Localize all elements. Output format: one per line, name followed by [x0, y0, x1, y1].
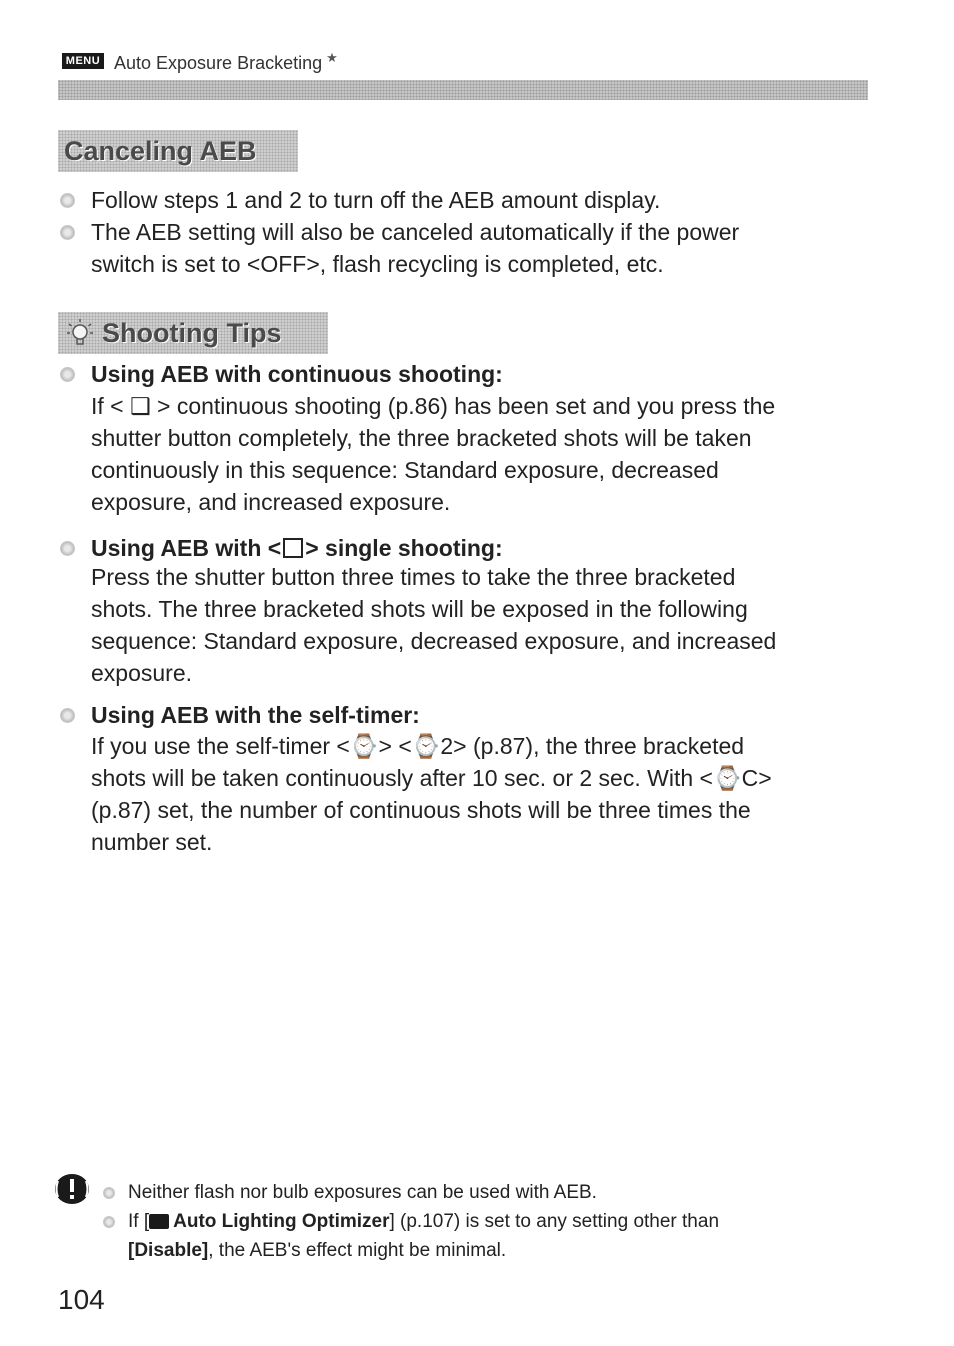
tip-single-line-4: exposure.: [91, 660, 193, 686]
header-title: [114, 50, 338, 74]
caution-icon: [52, 1172, 92, 1206]
note-2-mid: ] (p.107) is set to any setting other than: [389, 1211, 720, 1232]
tip-single-title: [91, 532, 503, 564]
tip-single-title-prefix: Using AEB with <: [91, 535, 282, 561]
canceling-item-2-line-1: The AEB setting will also be canceled automatically if the power: [91, 219, 740, 245]
tip-continuous-line-4: exposure, and increased exposure.: [91, 489, 451, 515]
bullet-icon: [60, 367, 75, 382]
note-2-line-2: [128, 1236, 506, 1265]
canceling-item-2-line-2: switch is set to <OFF>, flash recycling is completed, etc.: [91, 251, 664, 277]
note-2-line-2-bold: [Disable]: [128, 1240, 209, 1261]
tip-continuous-line-2: shutter button completely, the three bracketed shots will be taken: [91, 425, 752, 451]
tip-selftimer-line-2: shots will be taken continuously after 10 sec. or 2 sec. With <⌚C>: [91, 765, 772, 791]
bullet-icon: [60, 708, 75, 723]
bullet-icon: [103, 1187, 115, 1199]
header-rule: [58, 80, 868, 100]
tip-selftimer-title: Using AEB with the self-timer:: [91, 702, 420, 728]
menu-icon: MENU: [62, 53, 104, 69]
lightbulb-icon: [58, 312, 102, 354]
tip-selftimer-line-1: If you use the self-timer <⌚> <⌚2> (p.87), the three bracketed: [91, 733, 745, 759]
tip-selftimer-line-3: (p.87) set, the number of continuous shots will be three times the: [91, 797, 751, 823]
section-heading-canceling: Canceling AEB: [58, 130, 298, 172]
note-2-prefix: If [: [128, 1211, 150, 1232]
bullet-icon: [60, 225, 75, 240]
tip-continuous-title: Using AEB with continuous shooting:: [91, 361, 503, 387]
tip-single-line-3: sequence: Standard exposure, decreased exposure, and increased: [91, 628, 777, 654]
shooting-tips-title: Shooting Tips: [102, 318, 282, 348]
tip-continuous-line-3: continuously in this sequence: Standard exposure, decreased: [91, 457, 719, 483]
star-icon: ★: [326, 50, 338, 65]
tip-single-title-suffix: > single shooting:: [305, 535, 503, 561]
note-2-line-2-rest: , the AEB's effect might be minimal.: [208, 1240, 507, 1261]
note-1: Neither flash nor bulb exposures can be used with AEB.: [128, 1182, 597, 1203]
canceling-item-1: Follow steps 1 and 2 to turn off the AEB amount display.: [91, 187, 661, 213]
tip-single-line-2: shots. The three bracketed shots will be exposed in the following: [91, 596, 748, 622]
bullet-icon: [103, 1216, 115, 1228]
bullet-icon: [60, 541, 75, 556]
bullet-icon: [60, 193, 75, 208]
auto-lighting-optimizer-icon: [149, 1214, 169, 1229]
tip-selftimer-line-4: number set.: [91, 829, 213, 855]
note-2-line-1: [128, 1207, 719, 1236]
tip-single-line-1: Press the shutter button three times to take the three bracketed: [91, 564, 736, 590]
header-title-text: Auto Exposure Bracketing: [114, 53, 323, 73]
page-number: 104: [58, 1284, 105, 1315]
single-shooting-icon: [283, 538, 303, 558]
tip-continuous-line-1: If < ❑ > continuous shooting (p.86) has been set and you press the: [91, 393, 776, 419]
note-2-bold: Auto Lighting Optimizer: [173, 1211, 390, 1232]
section-heading-shooting-tips: [58, 312, 328, 354]
